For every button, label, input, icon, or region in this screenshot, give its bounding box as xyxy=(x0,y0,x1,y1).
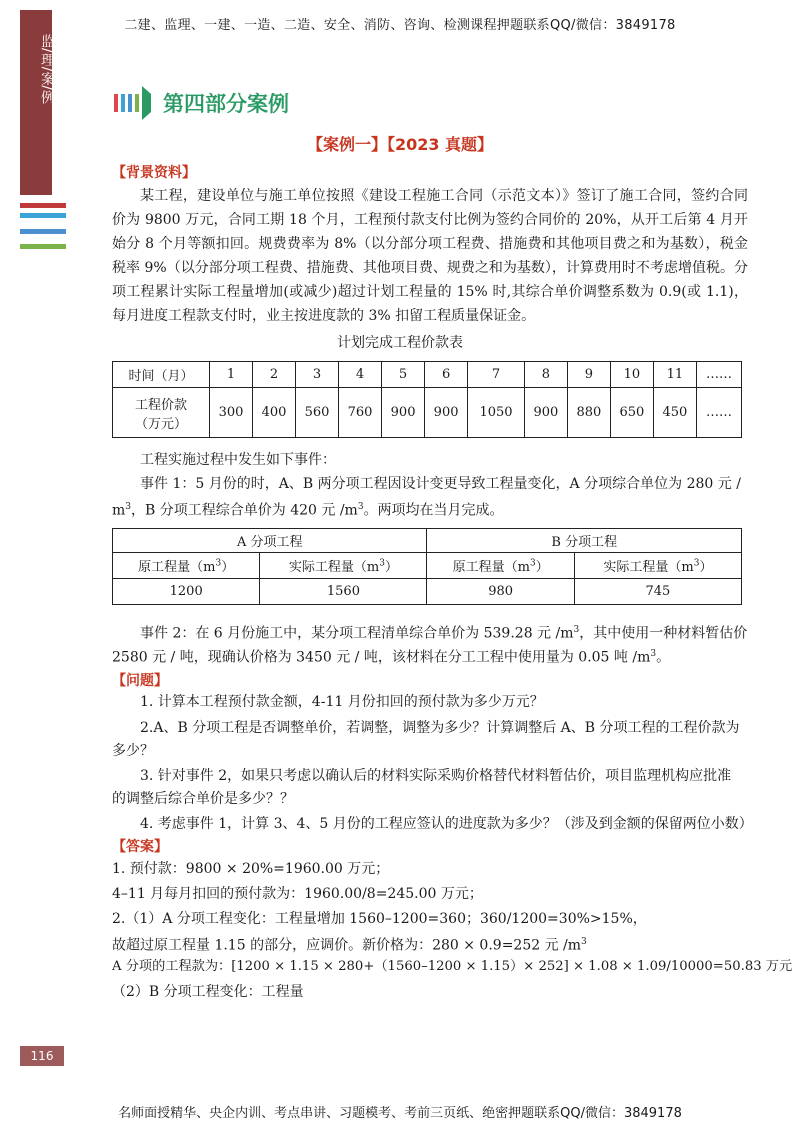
plan-month-cell: 4 xyxy=(339,362,382,388)
question-4: 4. 考虑事件 1，计算 3、4、5 月份的工程应签认的进度款为多少？（涉及到金额的保留两位小数） xyxy=(140,816,753,832)
event2-line1: 事件 2：在 6 月份施工中，某分项工程清单综合单价为 539.28 元 $/m^3$，其中使用一种材料暂估价 xyxy=(140,625,748,642)
plan-table-title: 计划完成工程价款表 xyxy=(337,335,463,351)
part-title xyxy=(114,86,289,120)
plan-table xyxy=(112,361,742,438)
plan-value-cell: 300 xyxy=(210,388,253,438)
qty-b-actual-header: 实际工程量$(m^3)$ xyxy=(574,553,741,579)
questions-label: 【问题】 xyxy=(112,673,168,689)
answer-5: A 分项的工程款为：[1200 × 1.15 × 280+（1560–1200 × 1.15）× 252] × 1.08 × 1.09/10000=50.83 万元 xyxy=(112,959,793,974)
answer-3: 2.（1）A 分项工程变化：工程量增加 1560–1200=360；360/1200=30%>15%， xyxy=(112,911,647,927)
plan-month-cell: 6 xyxy=(425,362,468,388)
plan-value-cell: …… xyxy=(696,388,741,438)
plan-month-cell: 11 xyxy=(653,362,696,388)
plan-month-cell: 2 xyxy=(253,362,296,388)
plan-month-cell: 9 xyxy=(567,362,610,388)
background-label: 【背景资料】 xyxy=(112,165,196,181)
answers-label: 【答案】 xyxy=(112,839,168,855)
plan-table-header-value: 工程价款（万元） xyxy=(113,388,210,438)
page-number: 116 xyxy=(20,1046,64,1066)
part-title-text: 第四部分案例 xyxy=(163,92,289,116)
answer-6: （2）B 分项工程变化：工程量 xyxy=(112,984,304,1000)
qty-group-a: A 分项工程 xyxy=(113,529,427,553)
qty-a-actual-value: 1560 xyxy=(260,579,427,605)
qty-a-orig-value: 1200 xyxy=(113,579,260,605)
qty-b-actual-value: 745 xyxy=(574,579,741,605)
plan-value-cell: 1050 xyxy=(468,388,525,438)
qty-a-orig-header: 原工程量$(m^3)$ xyxy=(113,553,260,579)
chapter-sidebar-label: 监/理/案/例 xyxy=(39,34,55,105)
event1-line1: 事件 1：5 月份的时，A、B 两分项工程因设计变更导致工程量变化，A 分项综合单位为 280 元 / xyxy=(140,476,741,492)
answer-2: 4–11 月每月扣回的预付款为：1960.00/8=245.00 万元； xyxy=(112,886,483,902)
plan-month-cell: 8 xyxy=(524,362,567,388)
answer-4: 故超过原工程量 1.15 的部分，应调价。新价格为：280 × 0.9=252 元 $/m^3$ xyxy=(112,937,587,954)
events-intro: 工程实施过程中发生如下事件： xyxy=(140,452,336,468)
plan-month-cell: 1 xyxy=(210,362,253,388)
plan-value-cell: 650 xyxy=(610,388,653,438)
question-2-line2: 多少？ xyxy=(112,743,154,759)
plan-value-cell: 760 xyxy=(339,388,382,438)
plan-value-cell: 400 xyxy=(253,388,296,438)
plan-value-cell: 450 xyxy=(653,388,696,438)
qty-group-b: B 分项工程 xyxy=(427,529,742,553)
event2-line2: 2580 元 / 吨，现确认价格为 3450 元 / 吨，该材料在分工工程中使用量为 0.05 吨 $/m^3$。 xyxy=(112,649,671,666)
question-1: 1. 计算本工程预付款金额，4-11 月份扣回的预付款为多少万元？ xyxy=(140,694,544,710)
question-2-line1: 2.A、B 分项工程是否调整单价，若调整，调整为多少？计算调整后 A、B 分项工程的工程价款为 xyxy=(140,720,740,736)
case-title: 【案例一】【2023 真题】 xyxy=(306,135,494,154)
plan-month-cell: …… xyxy=(696,362,741,388)
sidebar-stripe-red xyxy=(20,203,66,208)
plan-table-header-month: 时间（月） xyxy=(113,362,210,388)
qty-b-orig-value: 980 xyxy=(427,579,574,605)
question-3-line2: 的调整后综合单价是多少？？ xyxy=(112,791,294,807)
plan-value-cell: 560 xyxy=(296,388,339,438)
plan-month-cell: 10 xyxy=(610,362,653,388)
plan-month-cell: 7 xyxy=(468,362,525,388)
sidebar-stripe-green xyxy=(20,244,66,249)
event1-line2: $m^3$，B 分项工程综合单价为 420 元 $/m^3$。两项均在当月完成。 xyxy=(112,502,504,519)
plan-value-cell: 900 xyxy=(382,388,425,438)
qty-a-actual-header: 实际工程量$(m^3)$ xyxy=(260,553,427,579)
plan-value-cell: 900 xyxy=(524,388,567,438)
question-3-line1: 3. 针对事件 2，如果只考虑以确认后的材料实际采购价格替代材料暂估价，项目监理机构应批准 xyxy=(140,768,732,784)
part-bars-icon xyxy=(114,86,155,120)
quantity-table xyxy=(112,528,742,605)
plan-value-cell: 900 xyxy=(425,388,468,438)
background-paragraph: 某工程，建设单位与施工单位按照《建设工程施工合同（示范文本）》签订了施工合同，签约合同价为 9800 万元，合同工期 18 个月，工程预付款支付比例为签约合同价的 20%，从开工后第 4 月开始分 8 个月等额扣回。规费费率为 8%（以分部分项工程费、措施费和其他项目费之和为基数），税金税率 9%（以分部分项工程费、措施费、其他项目费、规费之和为基数），计算费用时不考虑增值税。分项工程累计实际工程量增加(或减少)超过计划工程量的 15% 时,其综合单价调整系数为 0.9(或 1.1)，每月进度工程款支付时，业主按进度款的 3% 扣留工程质量保证金。 xyxy=(112,188,748,324)
sidebar-stripe-cyan xyxy=(20,213,66,218)
page-header: 二建、监理、一建、一造、二造、安全、消防、咨询、检测课程押题联系QQ/微信：3849178 xyxy=(124,18,676,33)
qty-b-orig-header: 原工程量$(m^3)$ xyxy=(427,553,574,579)
answer-1: 1. 预付款：9800 × 20%=1960.00 万元； xyxy=(112,861,390,877)
plan-month-cell: 3 xyxy=(296,362,339,388)
plan-month-cell: 5 xyxy=(382,362,425,388)
chapter-sidebar xyxy=(20,10,55,195)
page-footer: 名师面授精华、央企内训、考点串讲、习题模考、考前三页纸、绝密押题联系QQ/微信：3849178 xyxy=(118,1106,682,1121)
sidebar-stripe-blue xyxy=(20,229,66,234)
plan-value-cell: 880 xyxy=(567,388,610,438)
